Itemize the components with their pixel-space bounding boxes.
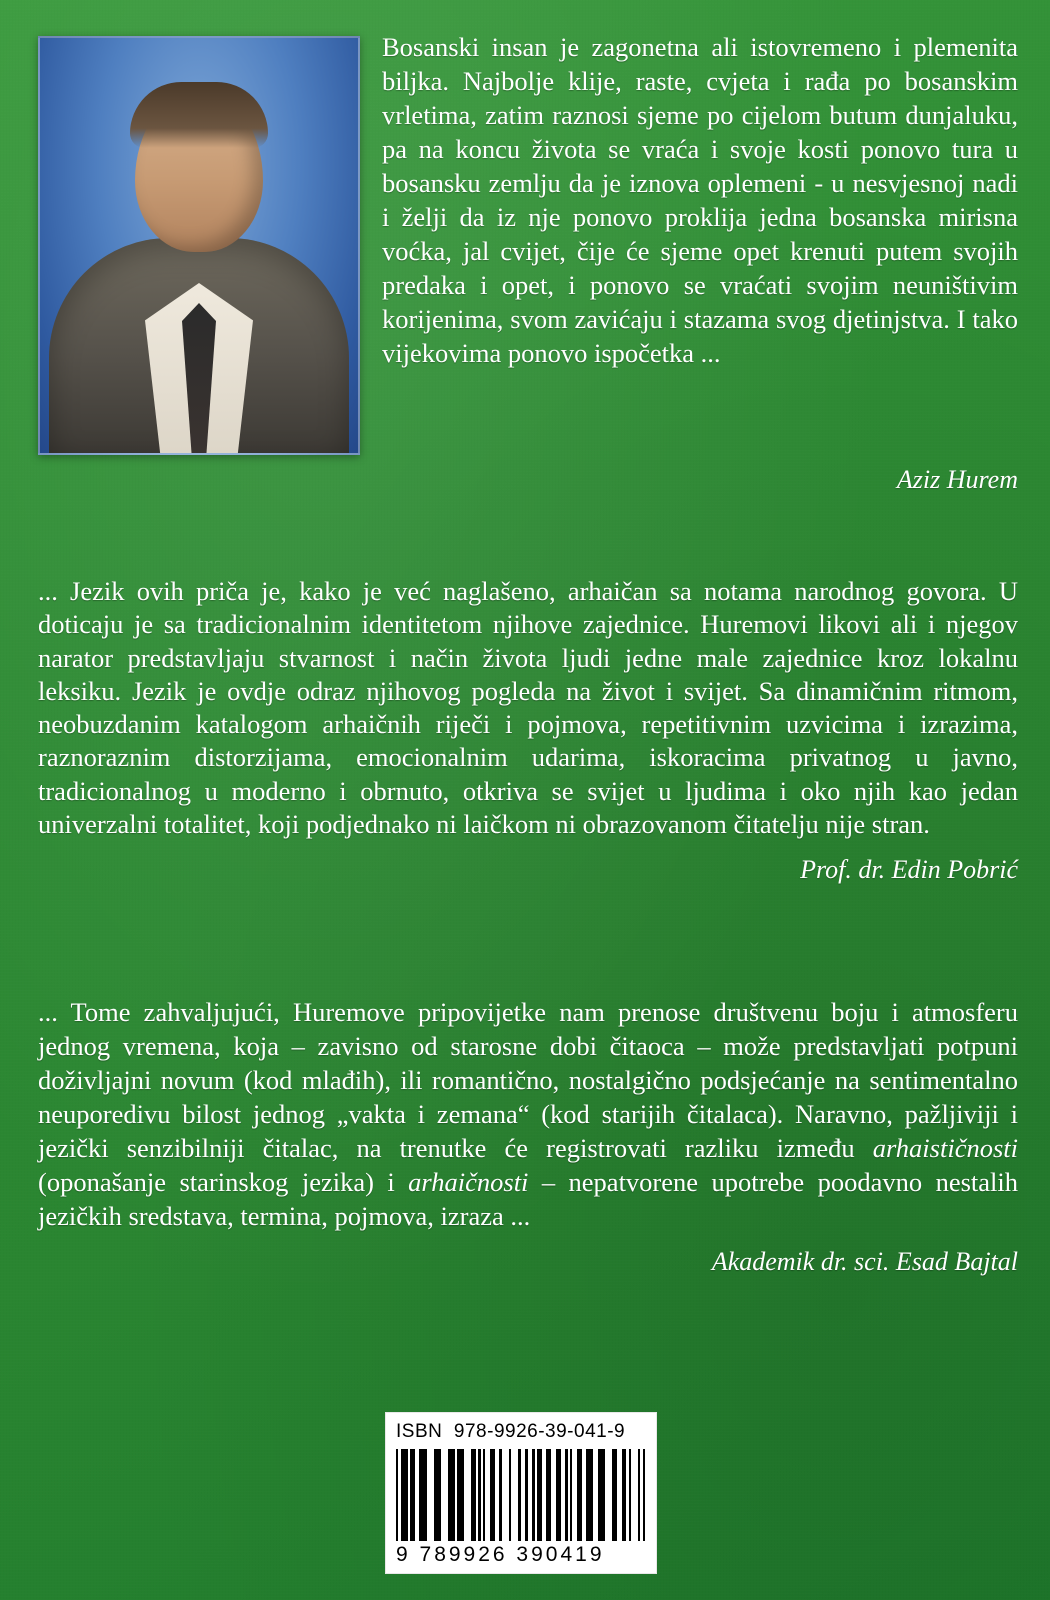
third-quote-block — [38, 995, 1018, 1277]
portrait-hair — [130, 82, 268, 148]
quote-attribution-1: Aziz Hurem — [896, 465, 1018, 494]
quote-text-3-italic-2: arhaičnosti — [408, 1167, 529, 1198]
author-portrait-photo — [38, 36, 360, 455]
isbn-barcode-box — [385, 1412, 657, 1574]
quote-text-3-italic-1: arhaističnosti — [872, 1133, 1018, 1164]
isbn-label-and-number — [396, 1421, 646, 1443]
barcode-bars — [396, 1449, 646, 1541]
quote-text-3-part-2: (oponašanje starinskog jezika) i — [38, 1167, 409, 1198]
second-quote-block — [38, 575, 1018, 885]
quote-text-1: Bosanski insan je zagonetna ali istovremeno i plemenita biljka. Najbolje klije, raste, cvjeta i rađa po bosanskim vrletima, zatim raznosi sjeme po cijelom butum dunjaluku, pa na koncu života se vraća i svoje kosti ponovo tura u bosansku zemlju da je iznova oplemeni - u nesvjesnoj nadi i želji da iz nje ponovo proklija jedna bosanska mirisna voćka, jal cvijet, čije će sjeme opet krenuti putem svojih predaka i opet, i ponovo se vraćati svojim neuništivim korijenima, svom zavićaju i stazama svog djetinjstva. I tako vijekovima ponovo ispočetka ... — [382, 32, 1018, 369]
quote-attribution-2: Prof. dr. Edin Pobrić — [800, 855, 1018, 884]
quote-text-3-part-3: – nepatvorene upotrebe poodavno nestalih jezičkih sredstava, termina, pojmova, izraza ... — [38, 1167, 1018, 1232]
isbn-label: ISBN — [396, 1421, 443, 1442]
isbn-number: 978-9926-39-041-9 — [453, 1421, 626, 1442]
quote-text-3-part-1: ... Tome zahvaljujući, Huremove pripovijetke nam prenose društvenu boju i atmosferu jednog vremena, koja – zavisno od starosne dobi čitaoca – može predstavljati potpuni doživljajni novum (kod mlađih), ili romantično, nostalgično podsjećanje na sentimentalno neuporedivu bilost jednog „vakta i zemana“ (kod starijih čitalaca). Naravno, pažljiviji i jezički senzibilniji čitalac, na trenutke će registrovati razliku između — [38, 997, 1018, 1164]
barcode-digits: 9 789926 390419 — [396, 1543, 605, 1566]
quote-attribution-3: Akademik dr. sci. Esad Bajtal — [711, 1247, 1018, 1277]
quote-text-2: ... Jezik ovih priča je, kako je već naglašeno, arhaičan sa notama narodnog govora. U doticaju je sa tradicionalnim identitetom njihove zajednice. Huremovi likovi ali i njegov narator predstavljaju stvarnost i način života ljudi jedne male zajednice kroz lokalnu leksiku. Jezik je ovdje odraz njihovog pogleda na život i svijet. Sa dinamičnim ritmom, neobuzdanim katalogom arhaičnih riječi i pojmova, repetitivnim uzvicima i izrazima, raznoraznim distorzijama, emocionalnim udarima, iskoracima privatnog u javno, tradicionalnog u moderno i obrnuto, otkriva se svijet u ljudima i oko njih kao jedan univerzalni totalitet, koji podjednako ni laičkom ni obrazovanom čitatelju nije stran. — [38, 576, 1018, 839]
quote-text-3 — [38, 995, 1018, 1233]
top-quote-block — [38, 30, 1018, 495]
